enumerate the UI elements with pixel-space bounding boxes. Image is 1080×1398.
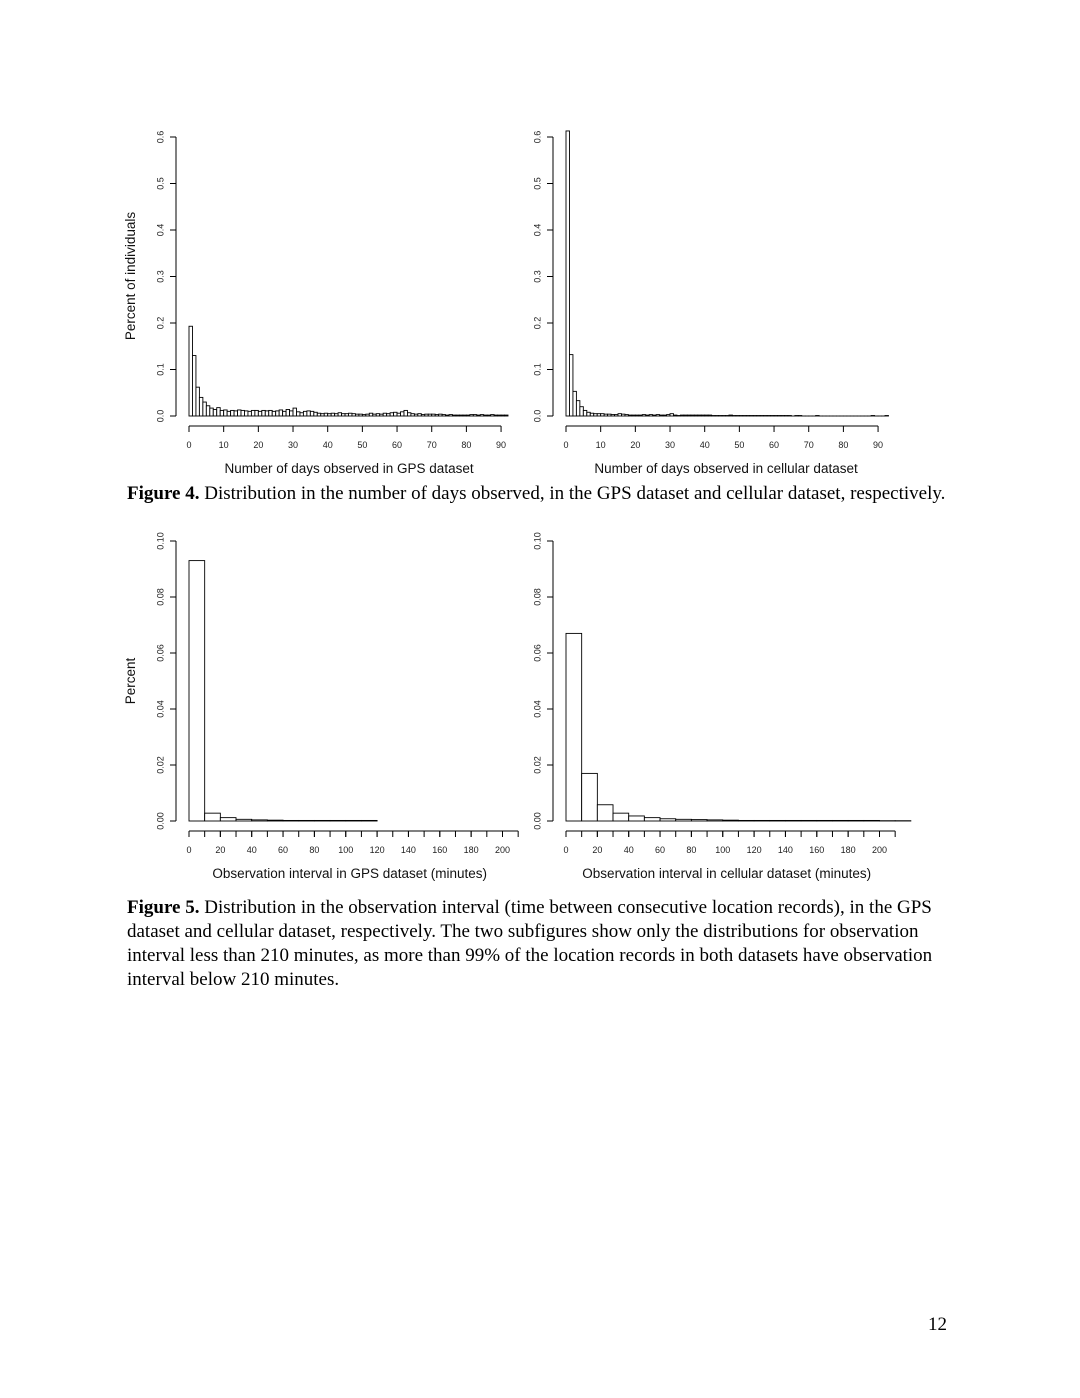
histogram-bar: [299, 820, 315, 821]
y-tick-label: 0.06: [532, 644, 543, 662]
y-tick-label: 0.6: [532, 130, 543, 144]
x-tick-label: 50: [734, 440, 745, 450]
histogram-bar: [832, 820, 848, 821]
x-tick-label: 70: [803, 440, 814, 450]
y-tick-label: 0.3: [532, 270, 543, 283]
y-tick-label: 0.1: [532, 363, 543, 376]
histogram-bar: [582, 773, 598, 821]
histogram-bar: [848, 820, 864, 821]
figure-5-text: Distribution in the observation interval (time between consecutive location records), in the GPS dataset and cellular dataset, respectively. The two subfigures show only the distributions for observation interval less than 210 minutes, as more than 99% of the location records in both datasets have observation interval below 210 minutes.: [127, 897, 933, 990]
y-tick-label: 0.4: [155, 223, 166, 237]
histogram-bar: [205, 813, 221, 821]
x-tick-label: 0: [186, 440, 192, 450]
histogram-bar: [691, 820, 707, 821]
histogram-bar: [785, 820, 801, 821]
histogram-bar: [864, 820, 880, 821]
x-tick-label: 40: [246, 845, 257, 855]
x-tick-label: 0: [563, 440, 569, 450]
x-tick-label: 40: [322, 440, 333, 450]
histogram-bar: [754, 820, 770, 821]
x-tick-label: 80: [838, 440, 849, 450]
x-axis-label: Number of days observed in GPS dataset: [224, 461, 474, 476]
histogram-bar: [189, 561, 205, 821]
figure-4-text: Distribution in the number of days observed, in the GPS dataset and cellular dataset, respectively.: [199, 483, 946, 504]
y-tick-label: 0.00: [155, 812, 166, 830]
x-tick-label: 0: [186, 845, 192, 855]
histogram-bar: [566, 633, 582, 821]
histogram-bar: [236, 819, 252, 821]
histogram-bar: [252, 820, 268, 821]
x-tick-label: 80: [309, 845, 320, 855]
y-tick-label: 0.4: [532, 223, 543, 237]
y-tick-label: 0.6: [155, 130, 166, 144]
x-tick-label: 90: [873, 440, 884, 450]
histogram-bar: [597, 805, 613, 821]
figure-5-gps-histogram: [0, 0, 543, 895]
histogram-bar: [707, 820, 723, 821]
x-tick-label: 10: [595, 440, 606, 450]
y-tick-label: 0.02: [155, 756, 166, 774]
y-tick-label: 0.10: [532, 532, 543, 550]
histogram-bar: [723, 820, 739, 821]
x-tick-label: 200: [871, 845, 888, 855]
x-tick-label: 100: [338, 845, 354, 855]
histogram-bar: [770, 820, 786, 821]
x-tick-label: 20: [630, 440, 641, 450]
x-axis-label: Observation interval in GPS dataset (minutes): [212, 866, 488, 881]
x-tick-label: 40: [699, 440, 710, 450]
histogram-bar: [613, 813, 629, 821]
y-tick-label: 0.2: [155, 316, 166, 330]
histogram-bar: [330, 820, 346, 821]
histogram-bar: [314, 820, 330, 821]
x-tick-label: 180: [840, 845, 856, 855]
x-tick-label: 160: [809, 845, 825, 855]
y-tick-label: 0.5: [532, 177, 543, 190]
figure-5-caption: [127, 896, 957, 992]
histogram-bar: [629, 816, 645, 821]
histogram-bar: [220, 818, 236, 821]
x-tick-label: 120: [369, 845, 385, 855]
x-tick-label: 30: [288, 440, 299, 450]
histogram-bar: [283, 820, 299, 821]
chart-interval-gps: [0, 0, 543, 895]
x-tick-label: 0: [563, 845, 569, 855]
histogram-bar: [660, 819, 676, 821]
x-tick-label: 60: [655, 845, 666, 855]
histogram-bar: [676, 819, 692, 821]
histogram-bar: [738, 820, 754, 821]
y-tick-label: 0.06: [155, 644, 166, 662]
x-tick-label: 60: [278, 845, 289, 855]
histogram-bar: [346, 820, 362, 821]
x-tick-label: 80: [686, 845, 697, 855]
y-tick-label: 0.1: [155, 363, 166, 376]
histogram-bar: [817, 820, 833, 821]
y-tick-label: 0.5: [155, 177, 166, 190]
y-tick-label: 0.2: [532, 316, 543, 330]
y-tick-label: 0.04: [532, 700, 543, 718]
x-tick-label: 30: [665, 440, 676, 450]
x-tick-label: 80: [461, 440, 472, 450]
y-tick-label: 0.10: [155, 532, 166, 550]
x-tick-label: 20: [215, 845, 226, 855]
histogram-bar: [644, 818, 660, 821]
x-tick-label: 70: [426, 440, 437, 450]
x-tick-label: 200: [494, 845, 511, 855]
y-tick-label: 0.0: [155, 409, 166, 423]
y-tick-label: 0.0: [532, 409, 543, 423]
x-tick-label: 180: [463, 845, 479, 855]
x-tick-label: 10: [218, 440, 229, 450]
x-tick-label: 140: [400, 845, 416, 855]
x-tick-label: 90: [496, 440, 507, 450]
y-tick-label: 0.3: [155, 270, 166, 283]
page-number: 12: [928, 1314, 947, 1335]
y-tick-label: 0.08: [155, 588, 166, 606]
y-axis-label: Percent: [123, 657, 138, 705]
y-tick-label: 0.04: [155, 700, 166, 718]
x-tick-label: 120: [746, 845, 762, 855]
x-tick-label: 20: [253, 440, 264, 450]
y-tick-label: 0.02: [532, 756, 543, 774]
x-tick-label: 160: [432, 845, 448, 855]
x-axis-label: Observation interval in cellular dataset (minutes): [582, 866, 872, 881]
figure-5-label: Figure 5.: [127, 897, 200, 918]
y-axis-label: Percent of individuals: [123, 211, 138, 341]
x-tick-label: 40: [623, 845, 634, 855]
x-tick-label: 140: [777, 845, 793, 855]
y-tick-label: 0.08: [532, 588, 543, 606]
histogram-bar: [801, 820, 817, 821]
figure-4-label: Figure 4.: [127, 483, 200, 504]
x-axis-label: Number of days observed in cellular dataset: [594, 461, 858, 476]
x-tick-label: 60: [392, 440, 403, 450]
x-tick-label: 20: [592, 845, 603, 855]
x-tick-label: 50: [357, 440, 368, 450]
histogram-bar: [267, 820, 283, 821]
histogram-bar: [361, 820, 377, 821]
x-tick-label: 100: [715, 845, 731, 855]
x-tick-label: 60: [769, 440, 780, 450]
y-tick-label: 0.00: [532, 812, 543, 830]
